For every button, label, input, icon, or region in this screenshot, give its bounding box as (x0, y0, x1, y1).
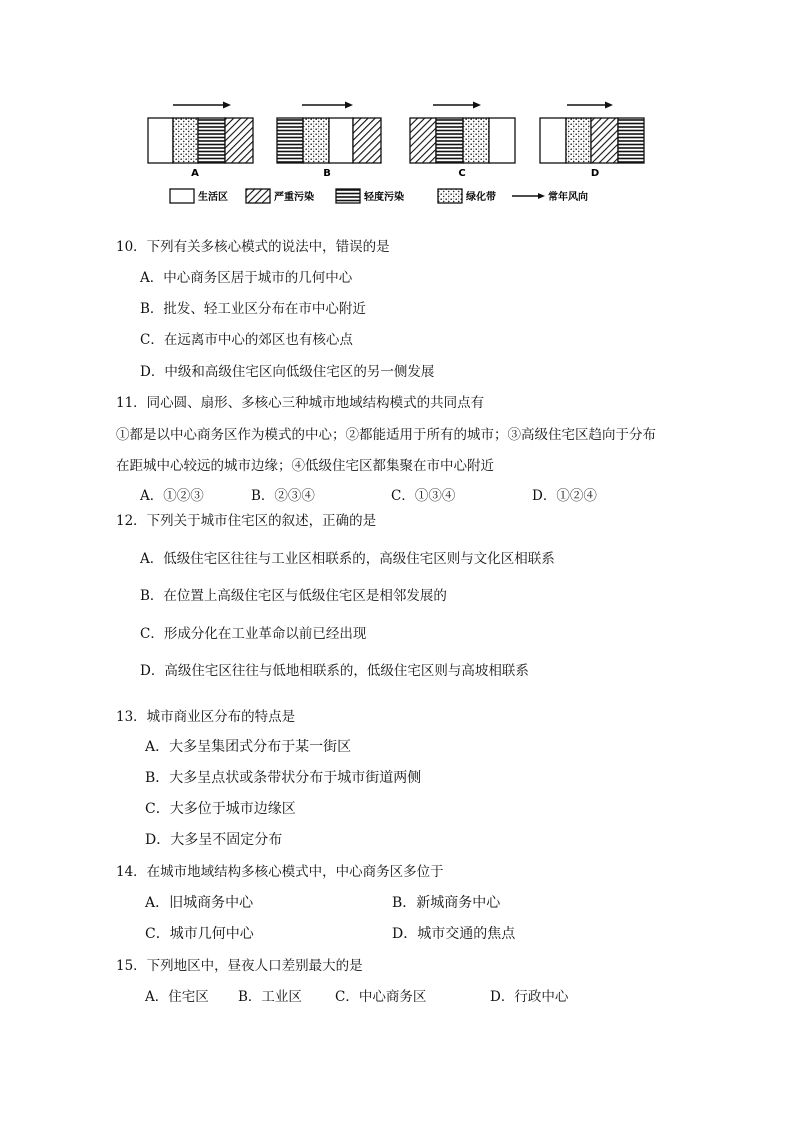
q10-option-d: D．中级和高级住宅区向低级住宅区的另一侧发展 (140, 364, 435, 380)
q13-option-d: D．大多呈不固定分布 (145, 832, 283, 848)
panel-label-d: D (590, 168, 600, 179)
panel-d (540, 102, 644, 180)
panel-c (410, 102, 515, 180)
q12-option-d: D．高级住宅区往往与低地相联系的，低级住宅区则与高坡相联系 (140, 663, 529, 679)
q13-option-b: B．大多呈点状或条带状分布于城市街道两侧 (145, 770, 422, 786)
q12-option-a: A．低级住宅区往往与工业区相联系的，高级住宅区则与文化区相联系 (140, 551, 555, 567)
q10-option-a: A．中心商务区居于城市的几何中心 (140, 270, 353, 286)
figure-legend (170, 189, 588, 203)
panel-a (148, 102, 253, 180)
q13-option-c: C．大多位于城市边缘区 (145, 801, 296, 817)
panel-label-b: B (323, 168, 331, 179)
q11-option-c: C．①③④ (391, 488, 456, 504)
panel-label-a: A (191, 168, 199, 179)
q12-option-c: C．形成分化在工业革命以前已经出现 (140, 626, 367, 642)
q15-stem: 15．下列地区中，昼夜人口差别最大的是 (116, 958, 363, 974)
legend-living: 生活区 (198, 192, 228, 203)
legend-severe: 严重污染 (274, 192, 314, 203)
q10-option-b: B．批发、轻工业区分布在市中心附近 (140, 301, 366, 317)
q11-option-a: A．①②③ (140, 488, 204, 504)
q11-option-b: B．②③④ (251, 488, 315, 504)
q15-option-b: B．工业区 (238, 989, 302, 1005)
q14-option-a: A．旧城商务中心 (145, 895, 254, 911)
q12-option-b: B．在位置上高级住宅区与低级住宅区是相邻发展的 (140, 588, 447, 604)
q14-option-c: C．城市几何中心 (145, 926, 254, 942)
q14-option-b: B．新城商务中心 (392, 895, 501, 911)
legend-green: 绿化带 (466, 192, 496, 203)
q11-statements-line2: 在距城中心较远的城市边缘；④低级住宅区都集聚在市中心附近 (116, 458, 494, 474)
q11-option-d: D．①②④ (532, 488, 597, 504)
q10-stem: 10．下列有关多核心模式的说法中，错误的是 (116, 239, 390, 255)
panel-label-c: C (458, 168, 466, 179)
q13-stem: 13．城市商业区分布的特点是 (116, 709, 296, 725)
q15-option-d: D．行政中心 (490, 989, 569, 1005)
q12-stem: 12．下列关于城市住宅区的叙述，正确的是 (116, 513, 377, 529)
q11-stem: 11．同心圆、扇形、多核心三种城市地域结构模式的共同点有 (116, 395, 485, 411)
legend-light: 轻度污染 (364, 192, 404, 203)
panel-b (277, 102, 381, 180)
q10-option-c: C．在远离市中心的郊区也有核心点 (140, 332, 353, 348)
q15-option-c: C．中心商务区 (335, 989, 427, 1005)
q11-statements-line1: ①都是以中心商务区作为模式的中心；②都能适用于所有的城市；③高级住宅区趋向于分布 (116, 427, 656, 443)
q15-option-a: A．住宅区 (145, 989, 209, 1005)
legend-wind: 常年风向 (548, 192, 588, 203)
pollution-zoning-figure (140, 98, 660, 210)
q14-option-d: D．城市交通的焦点 (392, 926, 516, 942)
q13-option-a: A．大多呈集团式分布于某一街区 (145, 739, 352, 755)
q14-stem: 14．在城市地域结构多核心模式中，中心商务区多位于 (116, 864, 444, 880)
